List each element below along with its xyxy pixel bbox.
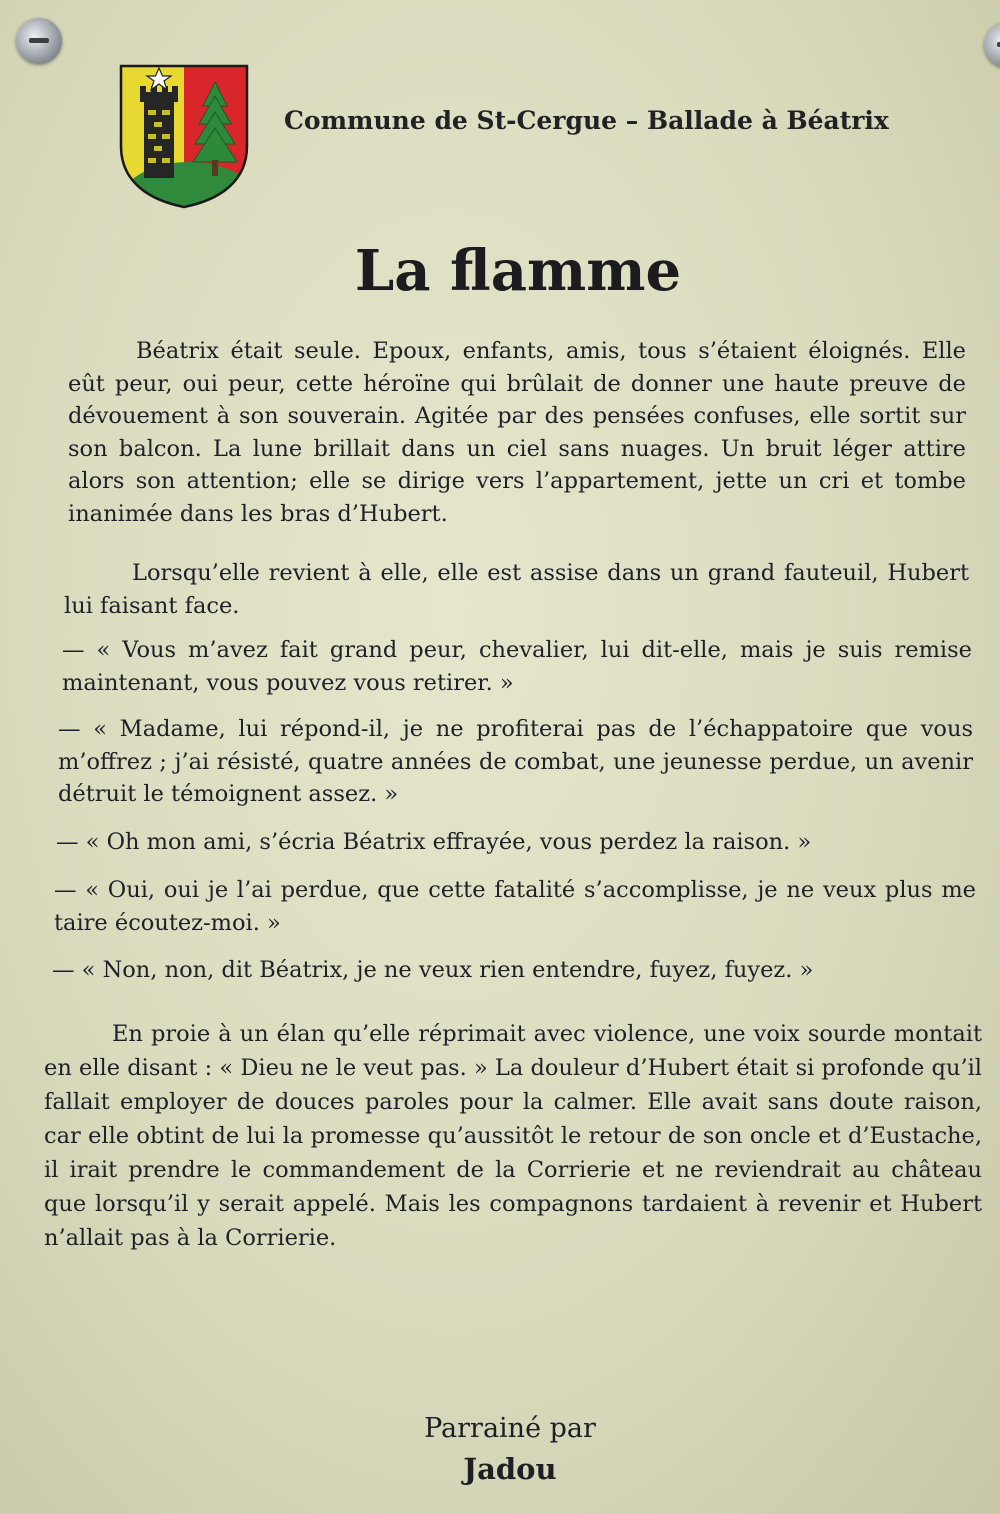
screw-icon — [16, 18, 62, 64]
sponsor-label: Parrainé par — [424, 1413, 596, 1444]
screw-icon — [984, 22, 1000, 68]
page-title: La flamme — [354, 238, 682, 304]
paragraph-2: Lorsqu’elle revient à elle, elle est assise dans un grand fauteuil, Hubert lui faisant face. — [64, 560, 969, 619]
dialogue-line: — « Vous m’avez fait grand peur, chevalier, lui dit-elle, mais je suis remise maintenant, vous pouvez vous retirer. » — [62, 637, 972, 696]
header-title: Commune de St-Cergue – Ballade à Béatrix — [284, 106, 889, 135]
coat-of-arms-icon — [119, 64, 249, 209]
dialogue-line: — « Non, non, dit Béatrix, je ne veux rien entendre, fuyez, fuyez. » — [52, 957, 814, 983]
sponsor-name: Jadou — [463, 1452, 557, 1486]
dialogue-line: — « Oh mon ami, s’écria Béatrix effrayée, vous perdez la raison. » — [56, 829, 812, 855]
paragraph-3: En proie à un élan qu’elle réprimait avec violence, une voix sourde montait en elle disant : « Dieu ne le veut pas. » La douleur d’Hubert était si profonde qu’il fallait employer de douces paroles pour la calmer. Elle avait sans doute raison, car elle obtint de lui la promesse qu’aussitôt le retour de son oncle et d’Eustache, il irait prendre le commandement de la Corrierie et ne reviendrait au château que lorsqu’il y serait appelé. Mais les compagnons tardaient à revenir et Hubert n’allait pas à la Corrierie. — [44, 1021, 982, 1251]
dialogue-line: — « Oui, oui je l’ai perdue, que cette fatalité s’accomplisse, je ne veux plus me taire écoutez-moi. » — [54, 877, 976, 936]
dialogue-line: — « Madame, lui répond-il, je ne profiterai pas de l’échappatoire que vous m’offrez ; j’ai résisté, quatre années de combat, une jeunesse perdue, un avenir détruit le témoignent assez. » — [58, 716, 973, 807]
paragraph-1: Béatrix était seule. Epoux, enfants, amis, tous s’étaient éloignés. Elle eût peur, oui peur, cette héroïne qui brûlait de donner une haute preuve de dévouement à son souverain. Agitée par des pensées confuses, elle sortit sur son balcon. La lune brillait dans un ciel sans nuages. Un bruit léger attire alors son attention; elle se dirige vers l’appartement, jette un cri et tombe inanimée dans les bras d’Hubert. — [68, 338, 966, 527]
